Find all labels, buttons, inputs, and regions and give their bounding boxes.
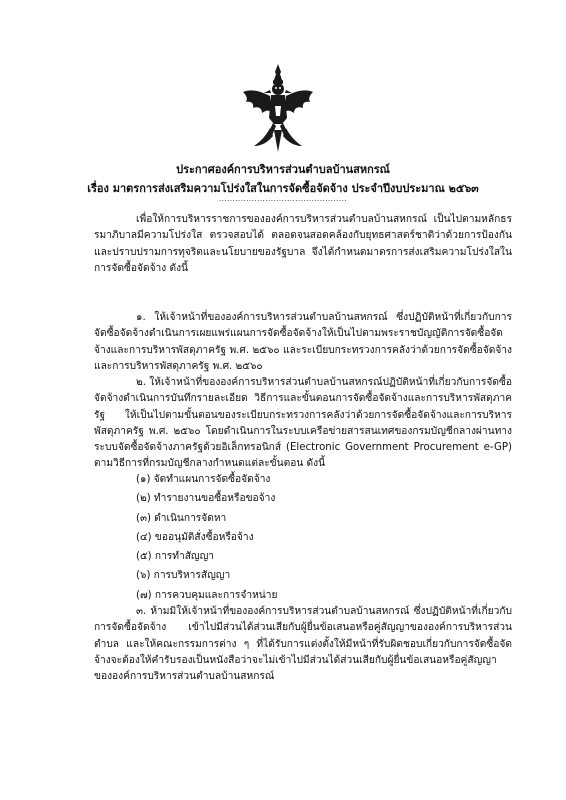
- garuda-emblem-icon: [240, 62, 316, 154]
- clause-3-paragraph: ๓. ห้ามมิให้เจ้าหน้าที่ขององค์การบริหารส่วนตำบลบ้านสหกรณ์ ซึ่งปฏิบัติหน้าที่เกี่ยวกับการจัดซื้อจัดจ้าง เข้าไปมีส่วนได้ส่วนเสียกับผู้ยื่นข้อเสนอหรือคู่สัญญาขององค์การบริหารส่วนตำบล และให้คณะกรรมการต่าง ๆ ที่ได้รับการแต่งตั้งให้มีหน้าที่รับผิดชอบเกี่ยวกับการจัดซื้อจัดจ้างจะต้องให้คำรับรองเป็นหนังสือว่าจะไม่เข้าไปมีส่วนได้ส่วนเสียกับผู้ยื่นข้อเสนอหรือคู่สัญญาขององค์การบริหารส่วนตำบลบ้านสหกรณ์: [94, 606, 512, 683]
- list-item: (๒) ทำรายงานขอซื้อหรือขอจ้าง: [136, 493, 276, 505]
- title-separator: ...............................................: [218, 195, 348, 203]
- clause-1-paragraph: ๑. ให้เจ้าหน้าที่ขององค์การบริหารส่วนตำบลบ้านสหกรณ์ ซึ่งปฏิบัติหน้าที่เกี่ยวกับการจัดซื้อจัดจ้างดำเนินการเผยแพร่แผนการจัดซื้อจัดจ้างให้เป็นไปตามพระราชบัญญัติการจัดซื้อจัดจ้างและการบริหารพัสดุภาครัฐ พ.ศ. ๒๕๖๐ และระเบียบกระทรวงการคลังว่าด้วยการจัดซื้อจัดจ้างและการบริหารพัสดุภาครัฐ พ.ศ. ๒๕๖๐: [94, 312, 512, 372]
- document-subtitle: เรื่อง มาตรการส่งเสริมความโปร่งใสในการจัดซื้อจัดจ้าง ประจำปีงบประมาณ ๒๕๖๓: [87, 182, 479, 195]
- list-item: (๔) ขออนุมัติสั่งซื้อหรือจ้าง: [136, 531, 254, 543]
- list-item: (๗) การควบคุมและการจำหน่าย: [136, 589, 278, 601]
- list-item: (๓) ดำเนินการจัดหา: [136, 512, 227, 524]
- document-title: ประกาศองค์การบริหารส่วนตำบลบ้านสหกรณ์: [176, 163, 390, 176]
- clause-2-paragraph: ๒. ให้เจ้าหน้าที่ขององค์การบริหารส่วนตำบลบ้านสหกรณ์ปฏิบัติหน้าที่เกี่ยวกับการจัดซื้อจัดจ้างดำเนินการบันทึกรายละเอียด วิธีการและขั้นตอนการจัดซื้อจัดจ้างและการบริหารพัสดุภาครัฐ ให้เป็นไปตามขั้นตอนของระเบียบกระทรวงการคลังว่าด้วยการจัดซื้อจัดจ้างและการบริหารพัสดุภาครัฐ พ.ศ. ๒๕๖๐ โดยดำเนินการในระบบเครือข่ายสารสนเทศของกรมบัญชีกลางผ่านทางระบบจัดซื้อจัดจ้างภาครัฐด้วยอิเล็กทรอนิกส์ (Electronic Government Procurement e-GP) ตามวิธีการที่กรมบัญชีกลางกำหนดแต่ละขั้นตอน ดังนี้: [94, 377, 512, 470]
- intro-paragraph: เพื่อให้การบริหารราชการขององค์การบริหารส่วนตำบลบ้านสหกรณ์ เป็นไปตามหลักธรรมาภิบาลมีความโปร่งใส ตรวจสอบได้ ตลอดจนสอดคล้องกับยุทธศาสตร์ชาติว่าด้วยการป้องกันและปราบปรามการทุจริตและนโยบายของรัฐบาล จึงได้กำหนดมาตรการส่งเสริมความโปร่งใสในการจัดซื้อจัดจ้าง ดังนี้: [94, 214, 512, 274]
- procurement-steps-list: [136, 470, 277, 605]
- list-item: (๕) การทำสัญญา: [136, 551, 214, 563]
- list-item: (๑) จัดทำแผนการจัดซื้อจัดจ้าง: [136, 474, 271, 485]
- list-item: (๖) การบริหารสัญญา: [136, 570, 231, 582]
